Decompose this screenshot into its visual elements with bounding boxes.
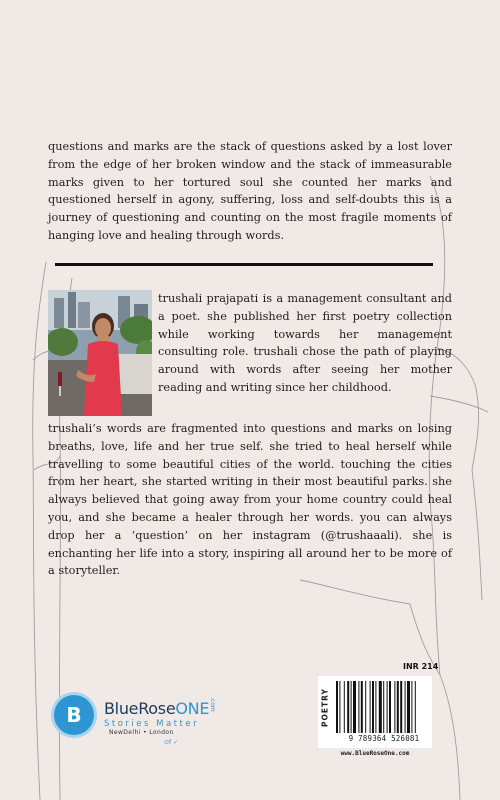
book-blurb: questions and marks are the stack of questions asked by a lost lover from the edge of her broken window and the stack of immeasurable marks given to her tortured soul she counted her marks and questioned herself in agony, suffering, loss and self-doubts this is a journey of questioning and counting on the most fragile moments of hanging love and healing through words.	[48, 140, 452, 242]
divider	[55, 263, 433, 266]
barcode-bar	[347, 681, 349, 733]
author-photo	[48, 290, 152, 416]
barcode-bar	[379, 681, 382, 733]
publisher-dotcom: .com	[209, 697, 216, 712]
barcode-bar	[405, 681, 406, 733]
barcode-bar	[411, 681, 412, 733]
author-bio-more: trushali’s words are fragmented into questions and marks on losing breaths, love, life and her true self. she tried to heal herself while travelling to some beautiful cities of the world. touching the cities from her heart, she started writing in their most beautiful parks. she always believed that going away from your home country could heal you, and she became a healer through her words. you can always drop her a ‘question’ on her instagram (@trushaaali). she is enchanting her life into a story, inspiring all around her to be more of a storyteller.	[48, 422, 452, 578]
barcode-bar	[383, 681, 384, 733]
barcode-bar	[400, 681, 402, 733]
publisher-name	[104, 699, 209, 718]
isbn-number: 9 789364 526081	[348, 734, 420, 743]
price-label: INR 214	[403, 662, 439, 671]
barcode-bar	[344, 681, 345, 733]
barcode-bar	[361, 681, 363, 733]
barcode-bar	[394, 681, 395, 733]
genre-label: POETRY	[320, 688, 330, 728]
publisher-name-part2: ONE	[175, 699, 210, 718]
publisher-logo	[54, 695, 254, 755]
barcode-bar	[336, 681, 338, 733]
barcode-bar	[415, 681, 416, 733]
barcode-bar	[372, 681, 374, 733]
publisher-name-part1: BlueRose	[104, 699, 176, 718]
barcode-bar	[387, 681, 388, 733]
publisher-tagline: Stories Matter	[104, 719, 200, 729]
isbn-barcode	[336, 681, 432, 733]
publisher-logo-mark: B	[54, 695, 94, 735]
author-bio-intro: trushali prajapati is a management consultant and a poet. she published her first poetry collection while working towards her management consulting role. trushali chose the path of playing around with words after seeing her mother reading and writing since her childhood.	[158, 292, 452, 394]
barcode-bar	[389, 681, 391, 733]
barcode-bar	[358, 681, 359, 733]
barcode-bar	[397, 681, 399, 733]
barcode-bar	[351, 681, 352, 733]
social-icons: ⊙f ✓	[164, 739, 179, 746]
barcode-bar	[375, 681, 376, 733]
barcode-bar	[353, 681, 356, 733]
publisher-website: www.BlueRoseOne.com	[340, 750, 410, 757]
barcode-bar	[365, 681, 366, 733]
barcode-bar	[407, 681, 410, 733]
barcode-bar	[339, 681, 340, 733]
barcode-bar	[370, 681, 371, 733]
publisher-cities: NewDelhi • London	[109, 729, 174, 736]
